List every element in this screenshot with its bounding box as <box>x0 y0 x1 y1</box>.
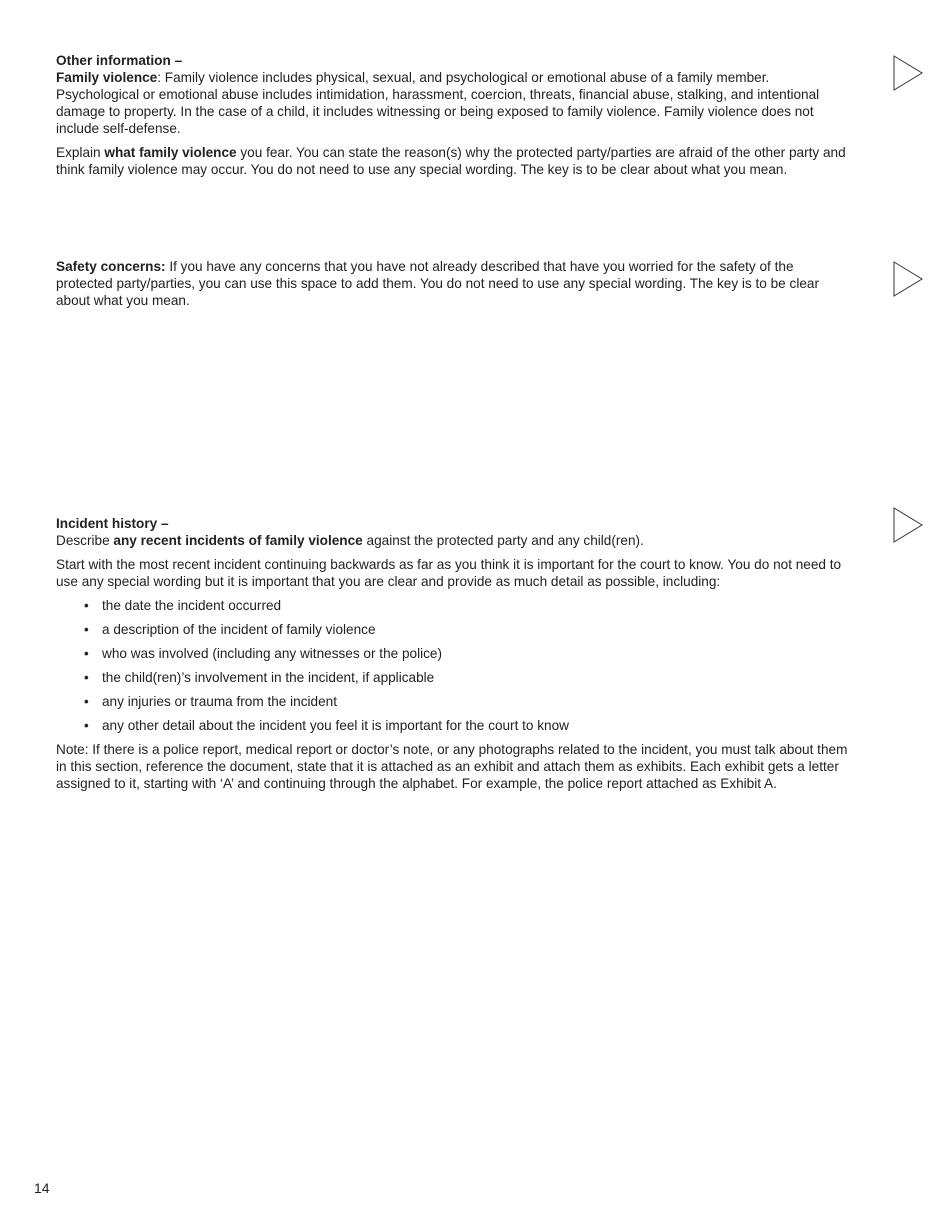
list-item: • who was involved (including any witnesses or the police) <box>84 645 852 662</box>
list-item: • a description of the incident of family violence <box>84 621 852 638</box>
incident-history-section <box>56 515 852 792</box>
family-violence-definition <box>56 69 852 137</box>
explain-suffix: you fear. You can state the reason(s) why the protected party/parties are afraid of the other party and think family violence may occur. You do not need to use any special wording. The key is to be clear about what you mean. <box>56 145 846 177</box>
start-instructions: Start with the most recent incident continuing backwards as far as you think it is important for the court to know. You do not need to use any special wording but it is important that you are clear and provide as much detail as possible, including: <box>56 557 842 589</box>
family-violence-definition-text: : Family violence includes physical, sexual, and psychological or emotional abuse of a family member. Psychological or emotional abuse includes intimidation, harassment, coercion, threats, financial abuse, stalking, and intentional damage to property. In the case of a child, it includes witnessing or being exposed to family violence. Family violence does not include self-defense. <box>56 70 820 136</box>
family-violence-term: Family violence <box>56 70 158 85</box>
other-information-section <box>56 52 852 178</box>
list-item: • any other detail about the incident you feel it is important for the court to know <box>84 717 852 734</box>
list-item: • any injuries or trauma from the incident <box>84 693 852 710</box>
safety-concerns-section <box>56 258 852 309</box>
safety-concerns-text: If you have any concerns that you have not already described that have you worried for the safety of the protected party/parties, you can use this space to add them. You do not need to use any special wording. The key is to be clear about what you mean. <box>56 259 819 308</box>
describe-prefix: Describe <box>56 533 114 548</box>
exhibit-note: Note: If there is a police report, medical report or doctor’s note, or any photographs related to the incident, you must talk about them in this section, reference the document, state that it is attached as an exhibit and attach them as exhibits. Each exhibit gets a letter assigned to it, starting with ‘A’ and continuing through the alphabet. For example, the police report attached as Exhibit A. <box>56 742 848 791</box>
explain-prefix: Explain <box>56 145 105 160</box>
incident-detail-list <box>56 597 852 734</box>
triangle-arrow-icon <box>893 261 923 297</box>
describe-suffix: against the protected party and any child(ren). <box>362 533 644 548</box>
describe-bold: any recent incidents of family violence <box>113 533 363 548</box>
other-information-heading: Other information – <box>56 53 183 68</box>
safety-concerns-heading: Safety concerns: <box>56 259 166 274</box>
safety-concerns-paragraph <box>56 258 852 309</box>
page-number: 14 <box>34 1180 50 1196</box>
triangle-arrow-icon <box>893 55 923 91</box>
list-item: • the child(ren)’s involvement in the incident, if applicable <box>84 669 852 686</box>
explain-family-violence-instructions <box>56 144 852 178</box>
list-item: • the date the incident occurred <box>84 597 852 614</box>
explain-bold: what family violence <box>104 145 237 160</box>
incident-history-heading: Incident history – <box>56 516 169 531</box>
describe-incidents-instructions <box>56 532 852 549</box>
triangle-arrow-icon <box>893 507 923 543</box>
